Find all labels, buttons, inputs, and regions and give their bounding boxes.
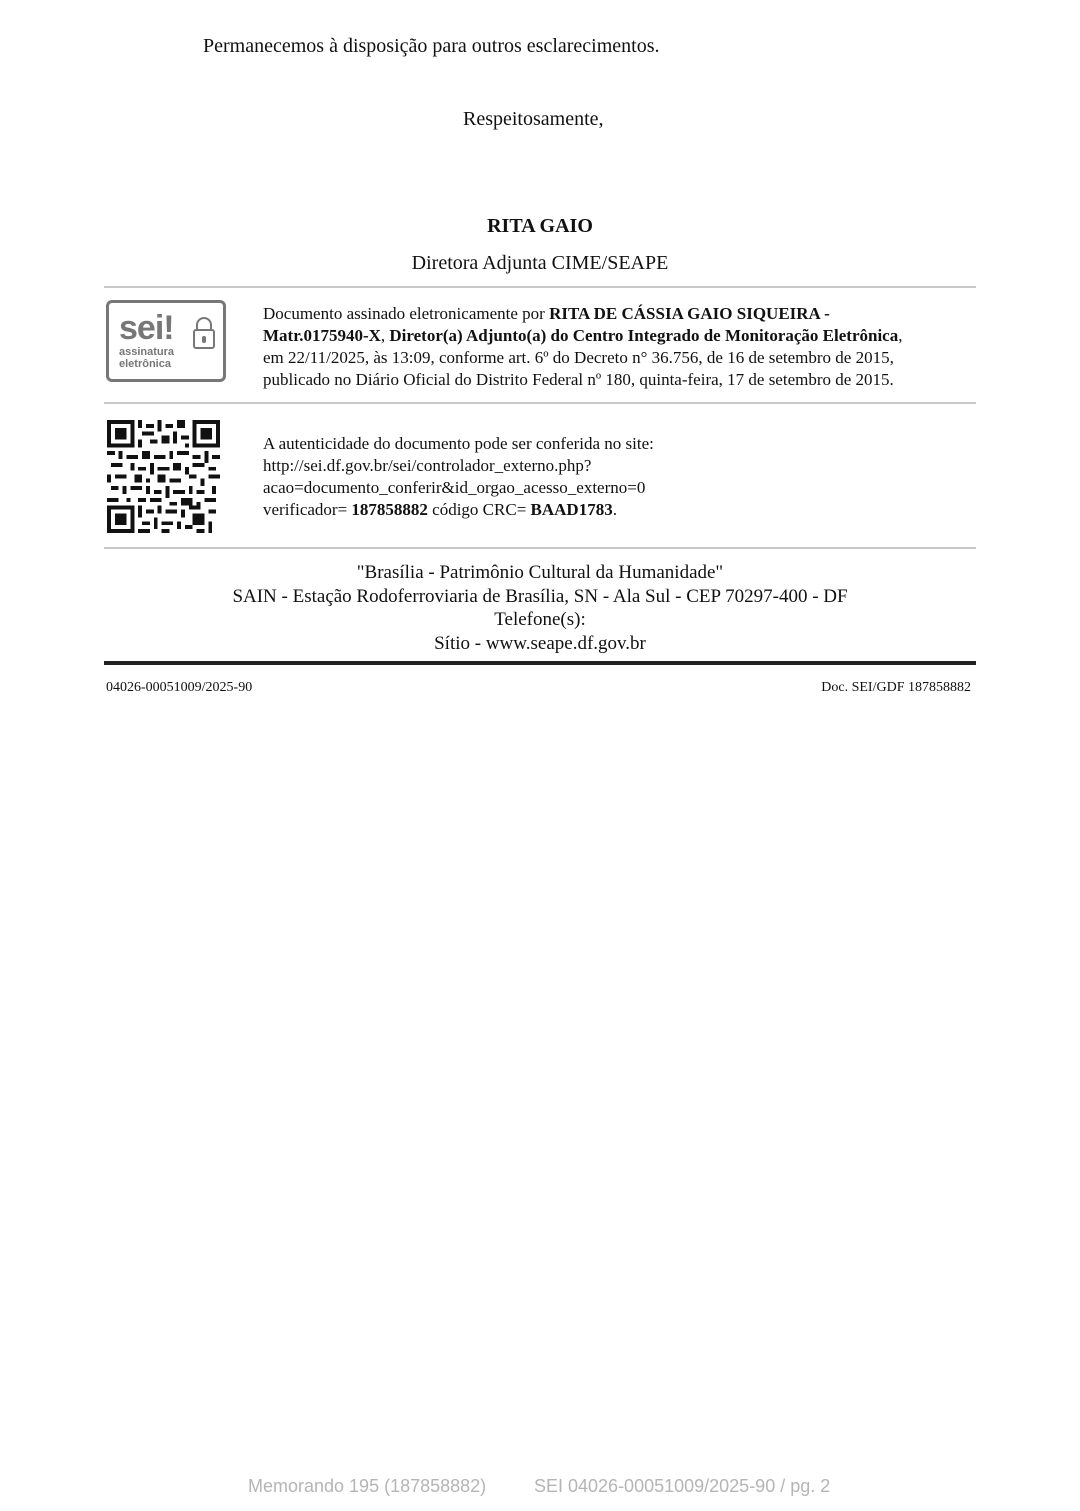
footer-motto: "Brasília - Patrimônio Cultural da Humanidade" [356, 562, 724, 583]
seal-line2: eletrônica [119, 358, 171, 370]
doc-sei-reference: Doc. SEI/GDF 187858882 [821, 680, 971, 695]
authenticity-verifier-line [263, 499, 983, 521]
page-footer-memo: Memorando 195 (187858882) [248, 1476, 487, 1496]
divider-top [104, 286, 976, 288]
signature-line-4: publicado no Diário Oficial do Distrito Federal nº 180, quinta-feira, 17 de setembro de 2015. [263, 370, 894, 389]
footer-phone: Telefone(s): [494, 609, 586, 630]
signature-line-2 [263, 325, 983, 347]
verifier-label: verificador= [263, 500, 352, 519]
footer-address: SAIN - Estação Rodoferroviaria de Brasília, SN - Ala Sul - CEP 70297-400 - DF [232, 585, 848, 607]
signature-line-1-prefix: Documento assinado eletronicamente por [263, 304, 550, 323]
authenticity-url-line-1[interactable]: http://sei.df.gov.br/sei/controlador_externo.php? [263, 456, 592, 475]
signer-name: RITA GAIO [487, 215, 593, 237]
process-number: 04026-00051009/2025-90 [106, 680, 253, 695]
crc-code: BAAD1783 [530, 500, 613, 519]
seal-logo-text: sei! [119, 309, 174, 347]
seal-line1: assinatura [119, 346, 175, 358]
verifier-code: 187858882 [351, 500, 428, 519]
electronic-signature-seal [106, 300, 226, 382]
signature-full-name: RITA DE CÁSSIA GAIO SIQUEIRA - [549, 304, 830, 323]
verifier-line-end: . [612, 500, 617, 519]
signature-registration: Matr.0175940-X [263, 326, 381, 345]
divider-bottom [104, 547, 976, 549]
signer-role: Diretora Adjunta CIME/SEAPE [411, 252, 669, 274]
lock-icon-keyhole [202, 336, 206, 343]
page-footer-sei-page: SEI 04026-00051009/2025-90 / pg. 2 [534, 1476, 831, 1496]
footer-site: Sítio - www.seape.df.gov.br [434, 632, 646, 654]
qr-code-icon [107, 420, 220, 533]
signature-line-2-end: , [898, 326, 903, 345]
signature-line-2-sep: , [380, 326, 390, 345]
signature-line-1 [263, 303, 983, 325]
signature-line-3: em 22/11/2025, às 13:09, conforme art. 6º do Decreto n° 36.756, de 16 de setembro de 2015, [263, 348, 894, 367]
authenticity-line-1: A autenticidade do documento pode ser conferida no site: [263, 434, 654, 453]
signature-position: Diretor(a) Adjunto(a) do Centro Integrado de Monitoração Eletrônica [389, 326, 899, 345]
divider-thick [104, 661, 976, 665]
closing-availability-text: Permanecemos à disposição para outros esclarecimentos. [203, 35, 660, 57]
closing-regards-text: Respeitosamente, [463, 108, 604, 130]
divider-middle [104, 402, 976, 404]
crc-label: código CRC= [427, 500, 531, 519]
authenticity-url-line-2[interactable]: acao=documento_conferir&id_orgao_acesso_externo=0 [263, 478, 646, 497]
institutional-footer [0, 561, 1080, 655]
